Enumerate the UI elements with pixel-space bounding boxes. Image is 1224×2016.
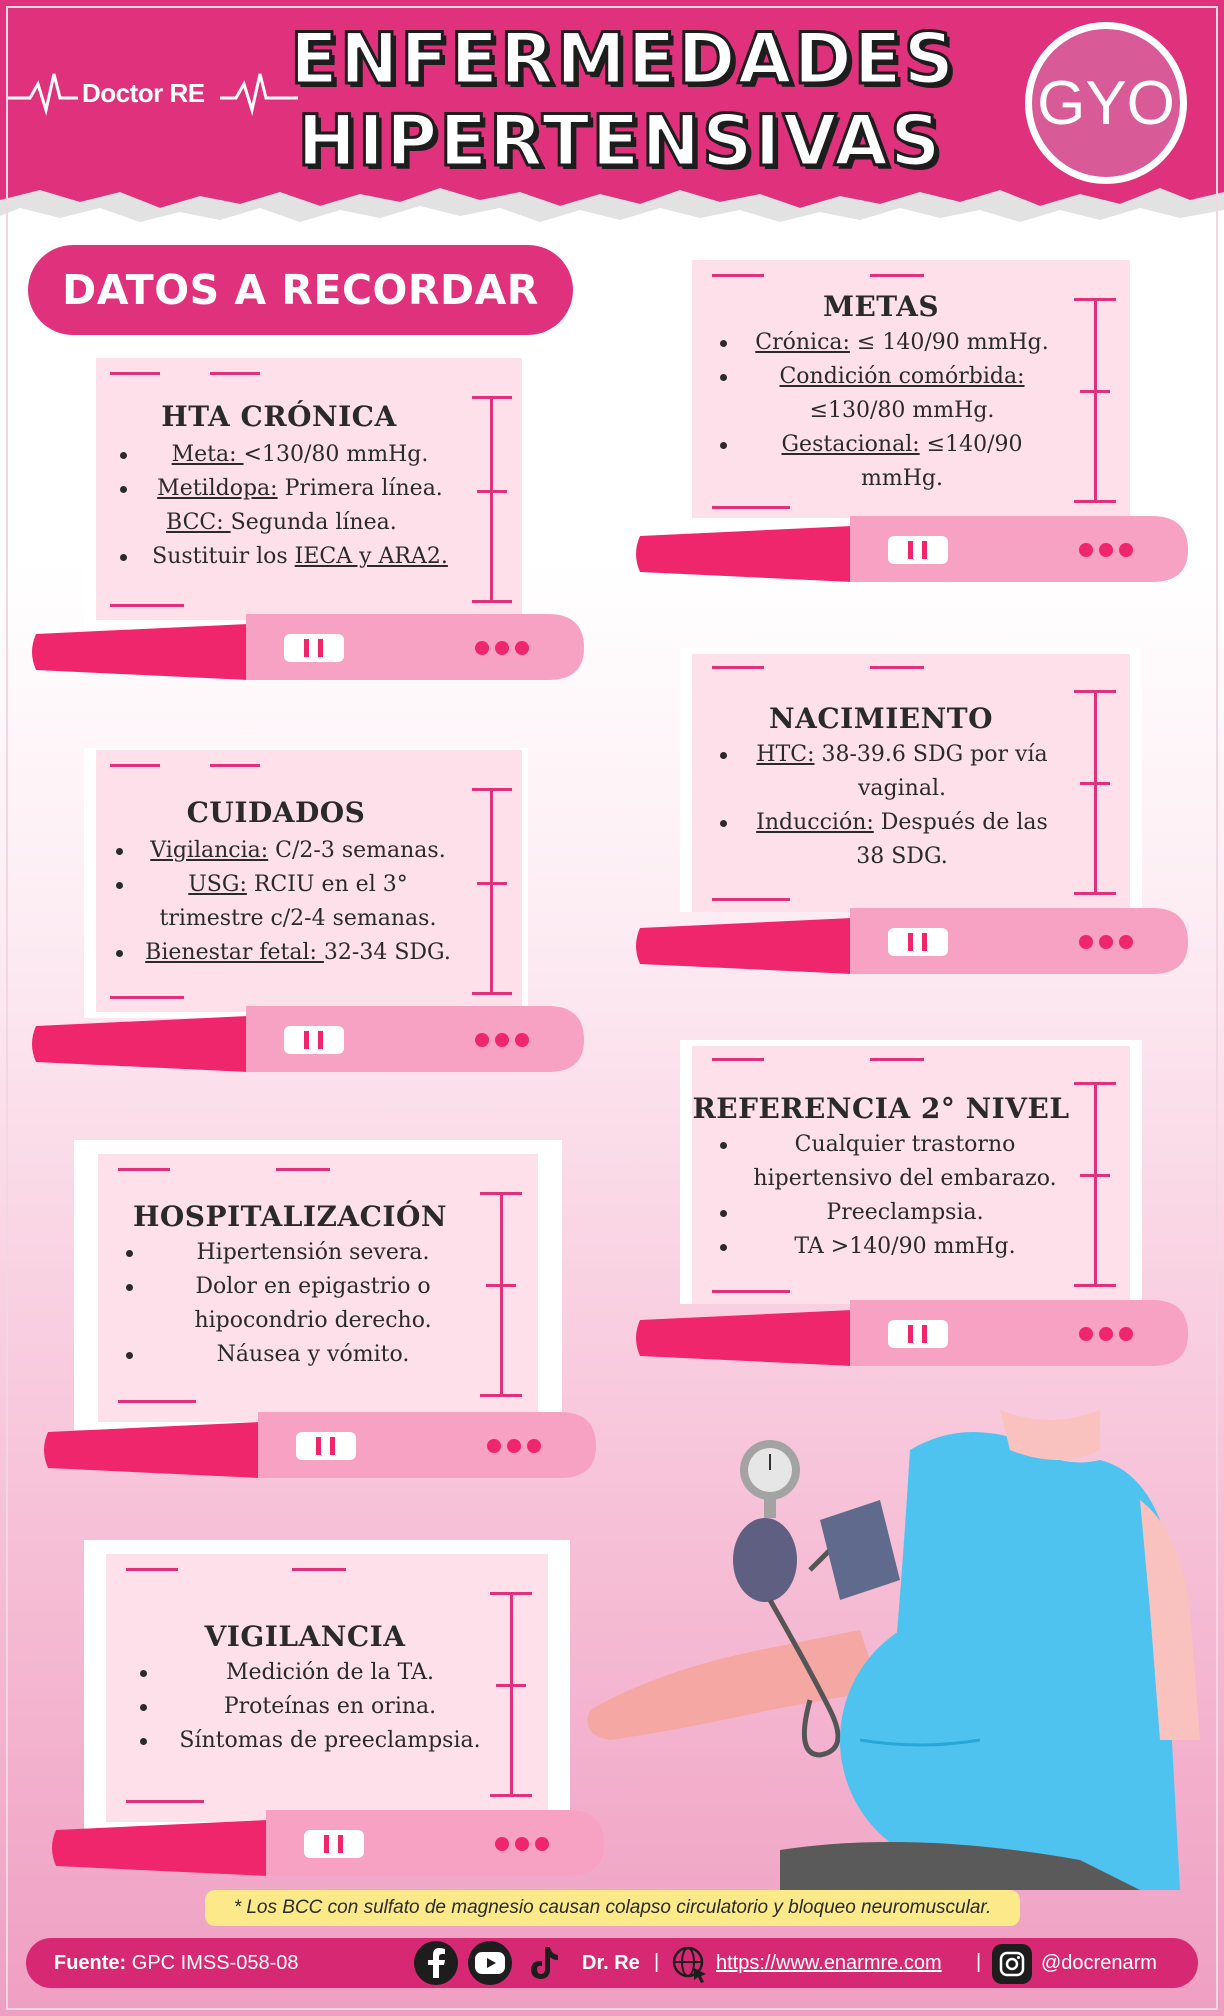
list-item: Condición comórbida: ≤130/80 mmHg. — [712, 360, 1066, 428]
instagram-icon[interactable] — [992, 1944, 1032, 1984]
list-item: Metildopa: Primera línea. — [112, 472, 462, 506]
card-list — [108, 834, 462, 970]
card-title: METAS — [822, 290, 940, 323]
card-list — [712, 326, 1066, 496]
pregnancy-test-icon — [40, 1404, 600, 1484]
footer-bar — [26, 1938, 1198, 1988]
separator: | — [654, 1951, 660, 1973]
title-line-1: ENFERMEDADES — [290, 18, 957, 100]
list-item: Meta: <130/80 mmHg. — [112, 438, 462, 472]
pregnancy-test-icon — [48, 1802, 608, 1882]
card-title: VIGILANCIA — [204, 1620, 406, 1653]
page-title — [290, 18, 957, 182]
card-list — [118, 1236, 482, 1372]
list-item: Hipertensión severa. — [118, 1236, 482, 1270]
card-title: REFERENCIA 2° NIVEL — [692, 1092, 1070, 1125]
pregnancy-test-icon — [632, 508, 1192, 588]
list-item: BCC: Segunda línea. — [166, 510, 397, 535]
brand-name: Doctor RE — [82, 78, 205, 108]
list-item: Preeclampsia. — [712, 1196, 1072, 1230]
title-line-2: HIPERTENSIVAS — [297, 100, 943, 182]
globe-icon — [670, 1944, 710, 1984]
list-item: Crónica: ≤ 140/90 mmHg. — [712, 326, 1066, 360]
pregnancy-test-icon — [28, 998, 588, 1078]
card-title: HTA CRÓNICA — [161, 400, 397, 433]
list-item: Bienestar fetal: 32-34 SDG. — [108, 936, 462, 970]
pregnancy-test-icon — [632, 900, 1192, 980]
list-item: Gestacional: ≤140/90 mmHg. — [712, 428, 1066, 496]
list-item: Cualquier trastorno hipertensivo del embarazo. — [712, 1128, 1072, 1196]
list-item: HTC: 38-39.6 SDG por vía vaginal. — [712, 738, 1066, 806]
separator: | — [976, 1951, 982, 1973]
card-title: HOSPITALIZACIÓN — [132, 1200, 448, 1233]
card-title: NACIMIENTO — [769, 702, 993, 735]
list-item: Dolor en epigastrio o hipocondrio derecho. — [118, 1270, 482, 1338]
blood-pressure-illustration — [580, 1410, 1220, 1890]
list-item: USG: RCIU en el 3° trimestre c/2-4 semanas. — [108, 868, 462, 936]
section-label: DATOS A RECORDAR — [28, 245, 573, 335]
list-item: Sustituir los IECA y ARA2. — [112, 540, 462, 574]
card-title: CUIDADOS — [186, 796, 366, 829]
source: Fuente: GPC IMSS-058-08 — [54, 1952, 299, 1974]
youtube-icon[interactable] — [468, 1941, 512, 1985]
list-item: Vigilancia: C/2-3 semanas. — [108, 834, 462, 868]
card-list — [712, 1128, 1072, 1264]
list-item: Síntomas de preeclampsia. — [132, 1724, 502, 1758]
pregnancy-test-icon — [28, 606, 588, 686]
list-item: Inducción: Después de las 38 SDG. — [712, 806, 1066, 874]
author: Dr. Re — [582, 1952, 640, 1974]
footnote: * Los BCC con sulfato de magnesio causan colapso circulatorio y bloqueo neuromuscular. — [205, 1890, 1020, 1926]
list-item: Medición de la TA. — [132, 1656, 502, 1690]
card-list — [112, 438, 462, 574]
pregnancy-test-icon — [632, 1292, 1192, 1372]
tiktok-icon[interactable] — [522, 1941, 566, 1985]
list-item: Náusea y vómito. — [118, 1338, 482, 1372]
social-handle[interactable]: @docrenarm — [1041, 1952, 1157, 1974]
card-list — [132, 1656, 502, 1758]
website-link[interactable]: https://www.enarmre.com — [716, 1952, 942, 1974]
facebook-icon[interactable] — [414, 1941, 458, 1985]
list-item: Proteínas en orina. — [132, 1690, 502, 1724]
list-item: TA >140/90 mmHg. — [712, 1230, 1072, 1264]
card-list — [712, 738, 1066, 874]
specialty-badge: GYO — [1025, 22, 1187, 184]
